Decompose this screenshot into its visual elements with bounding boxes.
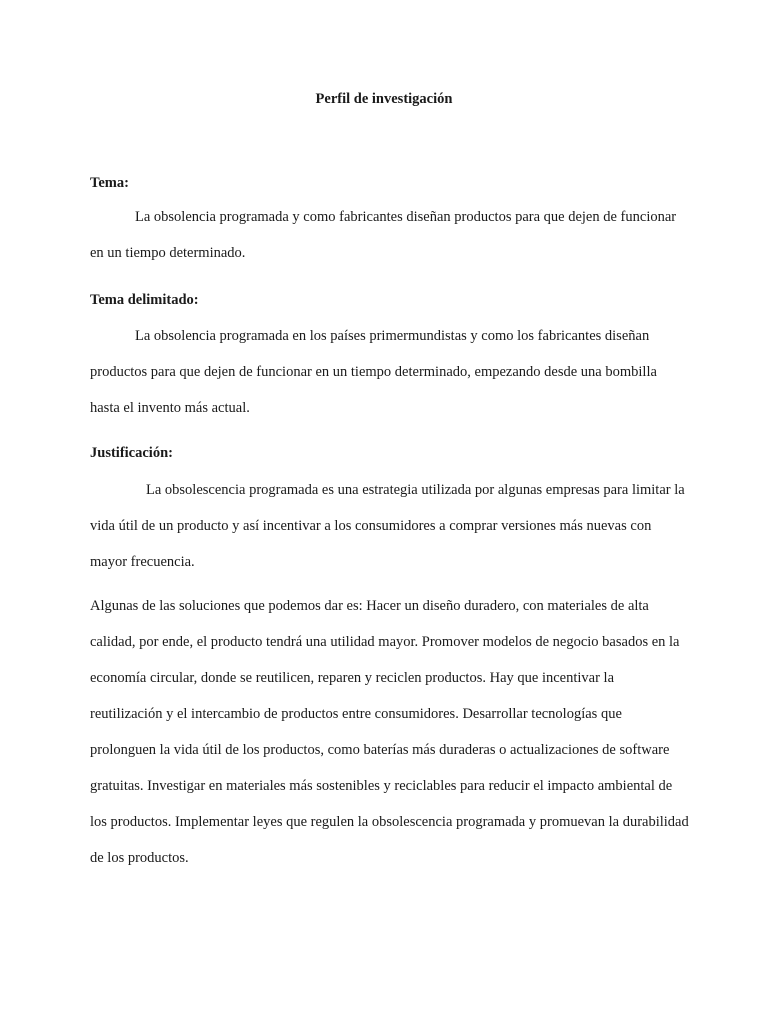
tema-delimitado-paragraph: La obsolencia programada en los países primermundistas y como los fabricantes diseñan productos para que dejen de funcionar en un tiempo determinado, empezando desde una bombilla hasta el invento más actual. — [90, 328, 657, 416]
tema-delimitado-heading: Tema delimitado: — [90, 292, 199, 308]
tema-heading: Tema: — [90, 175, 129, 191]
justificacion-paragraph: La obsolescencia programada es una estrategia utilizada por algunas empresas para limitar la vida útil de un producto y así incentivar a los consumidores a comprar versiones más nuevas con mayor frecuencia. — [90, 482, 685, 570]
soluciones-paragraph: Algunas de las soluciones que podemos dar es: Hacer un diseño duradero, con materiales de alta calidad, por ende, el producto tendrá una utilidad mayor. Promover modelos de negocio basados en la economía circular, donde se reutilicen, reparen y reciclen productos. Hay que incentivar la reutilización y el intercambio de productos entre consumidores. Desarrollar tecnologías que prolonguen la vida útil de los productos, como baterías más duraderas o actualizaciones de software gratuitas. Investigar en materiales más sostenibles y reciclables para reducir el impacto ambiental de los productos. Implementar leyes que regulen la obsolescencia programada y promuevan la durabilidad de los productos. — [90, 598, 689, 866]
tema-paragraph: La obsolencia programada y como fabricantes diseñan productos para que dejen de funcionar en un tiempo determinado. — [90, 209, 677, 261]
justificacion-heading: Justificación: — [90, 445, 173, 461]
document-title: Perfil de investigación — [315, 91, 453, 107]
